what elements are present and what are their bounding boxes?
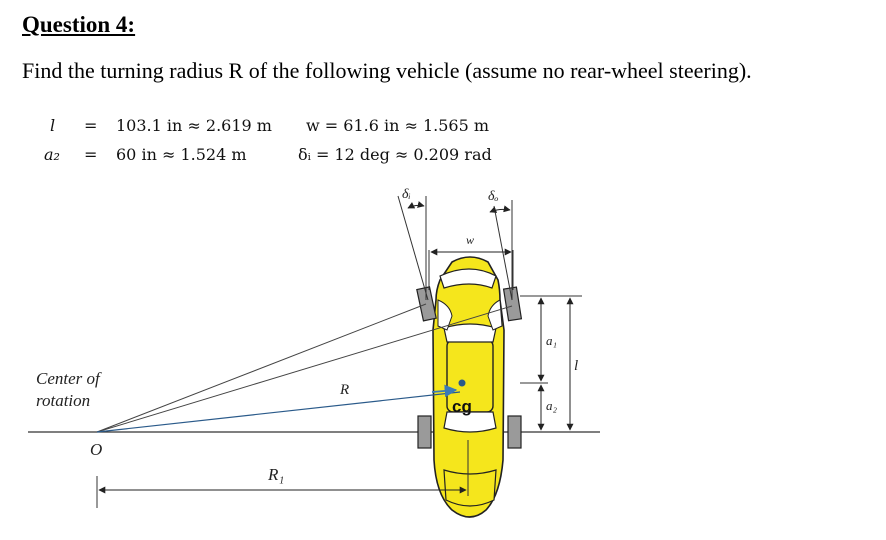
equals-sign-2: = bbox=[84, 145, 98, 164]
center-of-rotation-line2: rotation bbox=[36, 391, 91, 410]
w-label: w bbox=[466, 233, 475, 247]
delta-o-label: δₒ bbox=[488, 189, 499, 204]
delta-i-arc bbox=[408, 205, 424, 208]
delta-i-equation: δᵢ = 12 deg ≈ 0.209 rad bbox=[298, 145, 492, 164]
l-label: l bbox=[574, 358, 579, 374]
rear-left-wheel bbox=[418, 416, 431, 448]
rear-right-wheel bbox=[508, 416, 521, 448]
inner-wheel-heading-line bbox=[398, 196, 428, 300]
windshield bbox=[444, 324, 496, 342]
question-prompt: Find the turning radius R of the following vehicle (assume no rear-wheel steering). bbox=[22, 58, 752, 83]
cg-label: cg bbox=[452, 397, 472, 416]
a2-label: a₂ bbox=[546, 398, 558, 413]
O-label: O bbox=[90, 440, 103, 459]
R1-label: R₁ bbox=[268, 465, 285, 484]
a2-symbol: a₂ bbox=[44, 145, 60, 164]
inner-wheel-radius-line bbox=[97, 304, 426, 432]
equals-sign-1: = bbox=[84, 116, 98, 135]
l-symbol: l bbox=[50, 116, 56, 135]
cg-point bbox=[459, 380, 466, 387]
turning-radius-line bbox=[97, 392, 460, 432]
trunk bbox=[444, 470, 496, 506]
a2-value: 60 in ≈ 1.524 m bbox=[116, 145, 247, 164]
R-label: R bbox=[340, 382, 350, 398]
delta-i-label: δᵢ bbox=[402, 187, 411, 202]
l-value: 103.1 in ≈ 2.619 m bbox=[116, 116, 272, 135]
question-heading: Question 4: bbox=[22, 12, 136, 37]
a1-label: a₁ bbox=[546, 333, 558, 348]
w-equation: w = 61.6 in ≈ 1.565 m bbox=[306, 116, 490, 135]
center-of-rotation-line1: Center of bbox=[36, 369, 100, 388]
delta-o-arc bbox=[490, 209, 510, 212]
